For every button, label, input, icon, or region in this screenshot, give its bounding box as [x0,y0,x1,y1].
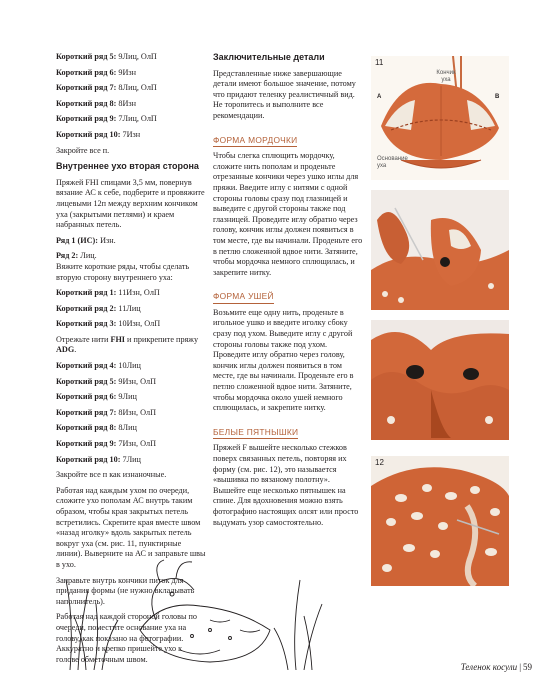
short-row-line: Короткий ряд 10: 7Изн [56,129,141,139]
fawn-side-photo [371,190,509,310]
close-note-2: Закройте все п как изнаночные. [56,470,167,480]
muzzle-shape-text: Чтобы слегка сплющить мордочку, сложите нить пополам и проденьте отрезанные кончики через ушко иглы для пряжи. Введите иглу с нитями с одной стороны головы сразу под глазницей и выведите с другой стороны также под глазницей. Проведите иглу обратно через голову, кончик иглы должен появиться в том месте, где вы начинали. Проденьте его в петлю сложенной вдвое нити. Затяните, чтобы мордочка немного сплющилась, и закрепите нитку. [213,151,363,277]
footer-separator: | [519,662,521,672]
figure-12-spots-photo [371,456,509,586]
middle-column [213,52,363,533]
short-rows-instruction: Вяжите короткие ряды, чтобы сделать вторую сторону внутреннего уха: [56,261,190,282]
figure-number-12: 12 [375,458,384,467]
short-row-line: Короткий ряд 6: 9Лиц [56,392,137,402]
ear-attach-para: Работая над каждой стороной головы по очереди, поместите основание уха на голову, как показано на фотографии. Аккуратно и крепко пришейте ухо к голове обметочным швом. [56,612,198,664]
short-row-line: Короткий ряд 9: 7Изн, ОлП [56,439,157,449]
row-1: Ряд 1 (ИС): Изн. [56,235,116,245]
short-row-line: Короткий ряд 4: 10Лиц [56,361,141,371]
ear-shape-text: Возьмите еще одну нить, проденьте в игольное ушко и введите иголку сбоку сразу под ухом. Выведите иглу с другой стороны головы также под ухом. Проведите иглу обратно через голову, кончик иглы должен появиться в том месте, где вы начинали. Проденьте его в петлю сложенной вдвое нити. Затяните, чтобы мордочка около ушей немного сплющилась, и закрепите нитку. [213,307,354,413]
figure-11-ear-photo [371,56,509,180]
inner-ear-intro: Пряжей FHI спицами 3,5 мм, повернув вязание АС к себе, подберите и провяжите лицевыми 12п между верхним кончиком уха (закрытыми петлями) и краем набранных петель. [56,177,205,230]
white-spots-text: Пряжей F вышейте несколько стежков поверх связанных петель, повторяя их форму (см. рис. 12), это называется «вышивка по вязаному полотну». Вышейте еще несколько пятнышек на спине. Для вдохновения можно взять фотографию настоящих олсят или просто выдумать узор самостоятельно. [213,443,359,527]
page-footer [461,662,532,672]
short-row-line: Короткий ряд 5: 9Лиц, ОлП [56,52,157,61]
inner-ear-heading: Внутреннее ухо вторая сторона [56,161,199,172]
point-a-label: A [377,94,382,100]
book-title: Теленок косули [460,662,518,672]
close-note-1: Закройте все п. [56,145,110,155]
fawn-side-illustration [371,190,509,310]
short-row-line: Короткий ряд 6: 9Изн [56,67,137,77]
final-details-heading: Заключительные детали [213,52,325,62]
ear-shape-heading: ФОРМА УШЕЙ [213,291,274,304]
row-2: Ряд 2: Лиц. [56,251,97,261]
fawn-face-illustration [371,320,509,440]
fawn-face-photo [371,320,509,440]
short-row-line: Короткий ряд 3: 10Изн, ОлП [56,319,161,329]
short-row-line: Короткий ряд 9: 7Лиц, ОлП [56,114,157,124]
fawn-sketch-illustration [60,520,330,670]
short-row-line: Короткий ряд 7: 8Лиц, ОлП [56,83,157,93]
short-row-line: Короткий ряд 2: 11Лиц [56,303,141,313]
spots-illustration [371,456,509,586]
figure-number-11: 11 [375,58,384,67]
short-row-line: Короткий ряд 8: 8Изн [56,98,137,108]
ear-tips-para: Заправьте внутрь кончики питок для придания формы (не нужно вкладывать наполнитель). [56,575,195,606]
ear-tip-label: Кончик уха [436,70,456,83]
short-row-line: Короткий ряд 7: 8Изн, ОлП [56,407,157,417]
point-b-label: B [495,94,500,100]
ear-sewing-para: Работая над каждым ухом по очереди, сложите ухо пополам АС внутрь таким образом, чтобы края закрытых петель встретились. Скрепите края вместе швом «назад иголку» вдоль закрытых петель вокруг уха (см. рис. 11, пунктирные линии). Выверните на АС и заправьте швы в ухо. [56,485,206,569]
ear-base-label: Основание уха [377,156,408,169]
cut-yarn-note: Отрежьте нити FHI и прикрепите пряжу ADG. [56,334,199,355]
page-number: 59 [523,662,532,672]
short-row-line: Короткий ряд 5: 9Изн, ОлП [56,376,157,386]
muzzle-shape-heading: ФОРМА МОРДОЧКИ [213,135,297,148]
white-spots-heading: БЕЛЫЕ ПЯТНЫШКИ [213,427,298,440]
final-details-intro: Представленные ниже завершающие детали имеют большое значение, потому что придают теленку реалистичный вид. Не торопитесь и выполните все рекомендации. [213,68,356,120]
short-row-line: Короткий ряд 1: 11Изн, ОлП [56,288,160,298]
short-row-line: Короткий ряд 8: 8Лиц [56,423,137,433]
short-row-line: Короткий ряд 10: 7Лиц [56,454,141,464]
